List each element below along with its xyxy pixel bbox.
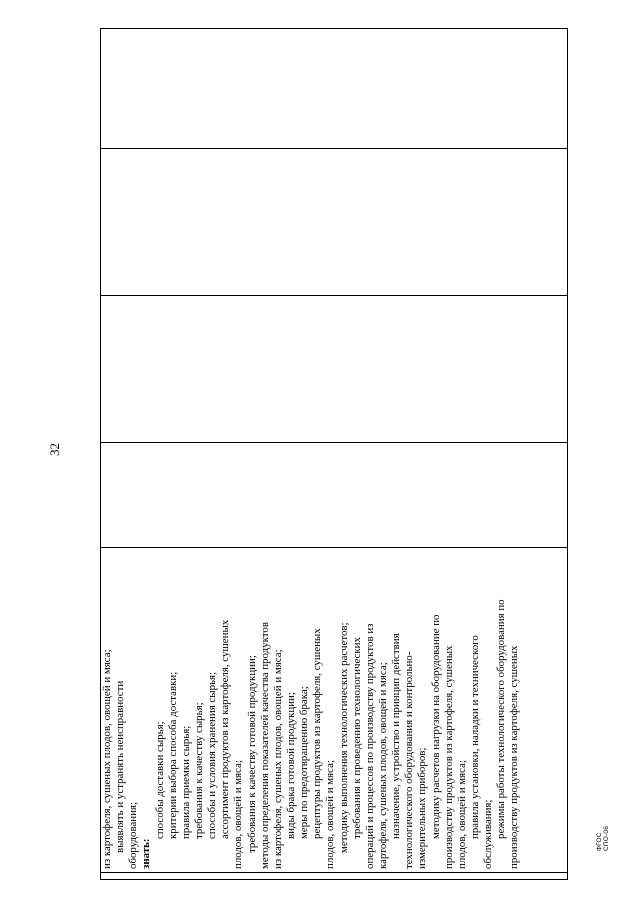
requirement-line: обслуживания;: [482, 799, 495, 869]
requirement-line: производству продуктов из картофеля, сушеных: [442, 645, 455, 869]
requirement-line: знать:: [140, 838, 153, 869]
requirement-line: правила установки, наладки и технического: [468, 635, 481, 839]
requirement-line: назначение, устройство и принцип действия: [390, 633, 403, 839]
requirement-line: требования к качеству готовой продукции;: [245, 655, 258, 853]
table-cell-requirements: [101, 548, 568, 873]
requirement-line: плодов, овощей и мяса;: [232, 760, 245, 869]
requirement-line: способы и условия хранения сырья;: [206, 671, 219, 839]
requirements-text: [101, 548, 567, 872]
requirement-line: методы определения показателей качества продуктов: [258, 622, 271, 869]
table-row: [101, 29, 568, 880]
table-cell-hours-2: [101, 296, 568, 443]
requirement-line: производству продуктов из картофеля, сушеных: [508, 645, 521, 869]
table-cell-competencies: [101, 29, 568, 149]
requirement-line: ассортимент продуктов из картофеля, сушеных: [219, 619, 232, 839]
requirement-line: способы доставки сырья;: [153, 721, 166, 839]
requirement-line: из картофеля, сушеных плодов, овощей и мяса;: [271, 649, 284, 869]
requirement-line: плодов, овощей и мяса;: [455, 760, 468, 869]
requirement-line: рецептуры продуктов из картофеля, сушеных: [311, 628, 324, 839]
page-number: 32: [47, 443, 62, 456]
requirement-line: из картофеля, сушеных плодов, овощей и мяса;: [101, 649, 113, 869]
requirement-line: картофеля, сушеных плодов, овощей и мяса;: [376, 662, 389, 869]
requirement-line: меры по предотвращению брака;: [298, 686, 311, 839]
requirement-line: критерии выбора способа доставки;: [166, 671, 179, 839]
requirement-line: измерительных приборов;: [416, 747, 429, 869]
requirement-line: требования к качеству сырья;: [192, 702, 205, 839]
requirement-line: плодов, овощей и мяса;: [324, 760, 337, 869]
requirement-line: операций и процессов по производству продуктов из: [363, 623, 376, 869]
requirement-line: виды брака готовой продукции;: [284, 692, 297, 839]
table-cell-discipline: [101, 149, 568, 296]
requirement-line: оборудования;: [127, 801, 140, 869]
table-cell-index: [101, 873, 568, 880]
requirement-line: режимы работы технологического оборудования по: [495, 599, 508, 839]
requirement-line: методику выполнения технологических расчетов;: [337, 622, 350, 853]
table-cell-hours-1: [101, 443, 568, 548]
requirement-line: требования к проведению технологических: [350, 637, 363, 839]
rotated-page-content: [100, 35, 580, 880]
competency-table: [100, 28, 568, 880]
document-footer: ФГОС СПО-06: [596, 825, 610, 851]
requirement-line: правила приемки сырья;: [179, 725, 192, 839]
requirement-line: технологического оборудования и контрольно-: [403, 651, 416, 869]
requirement-line: выявлять и устранять неисправности: [114, 680, 127, 853]
requirement-line: методику расчетов нагрузки на оборудование по: [429, 614, 442, 839]
